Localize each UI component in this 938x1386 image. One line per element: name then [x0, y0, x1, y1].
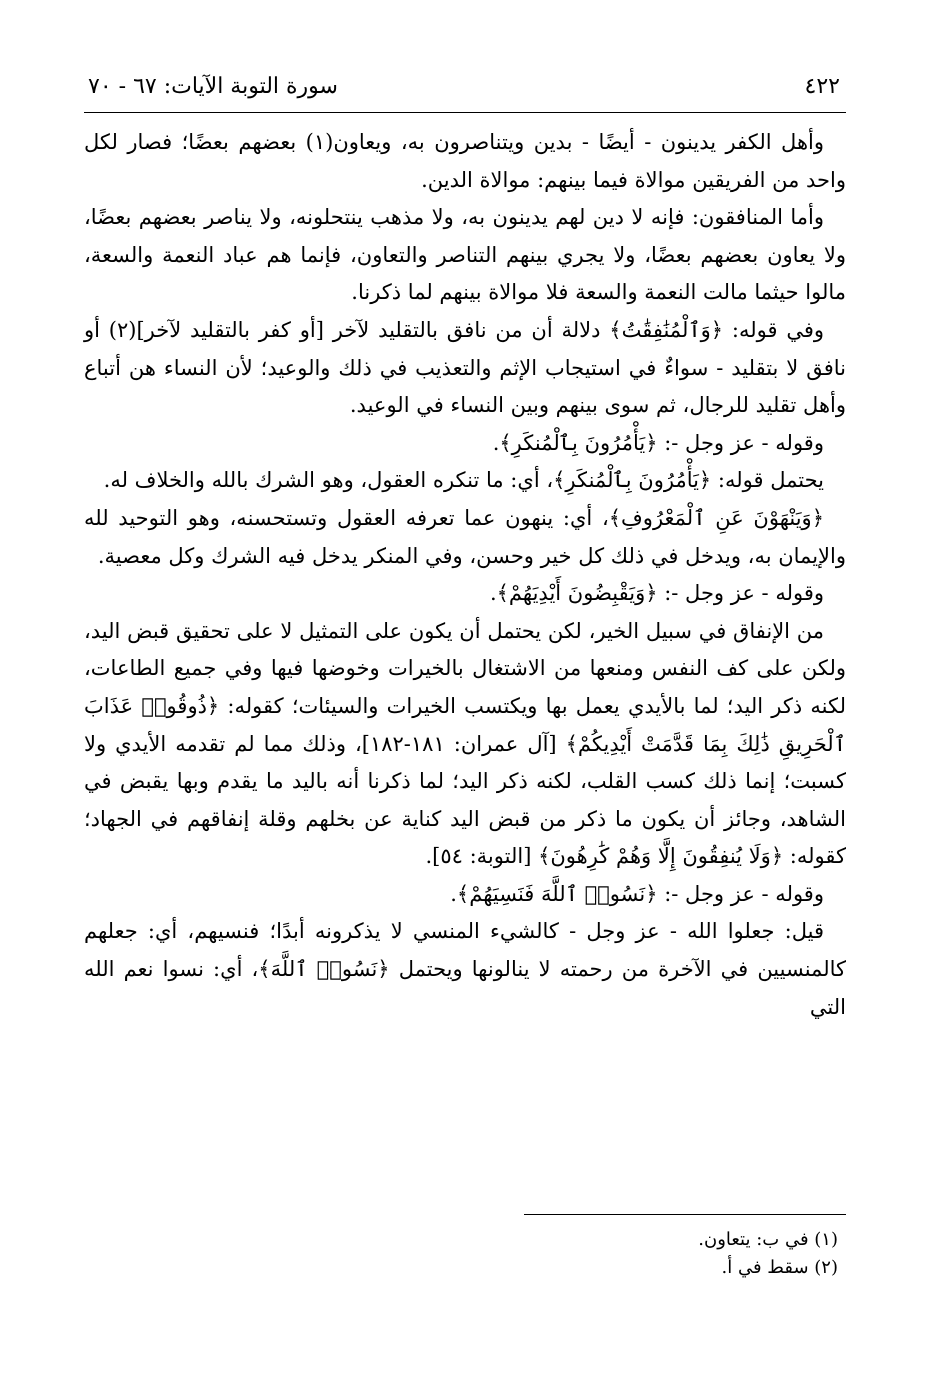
paragraph: وقوله - عز وجل -: ﴿وَيَقْبِضُونَ أَيْدِيَهُمْ﴾.	[489, 581, 824, 606]
main-text	[84, 124, 846, 1026]
running-header	[88, 66, 840, 106]
page-number: ٤٢٢	[804, 73, 840, 99]
paragraph: يحتمل قوله: ﴿يَأْمُرُونَ بِٱلْمُنكَرِ﴾، أي: ما تنكره العقول، وهو الشرك بالله والخلاف له.	[103, 468, 824, 493]
footnotes	[84, 1226, 838, 1282]
paragraph: من الإنفاق في سبيل الخير، لكن يحتمل أن يكون على التمثيل لا على تحقيق قبض اليد، ولكن على كف النفس ومنعها من الاشتغال بالخيرات وخوضها فيها وفي جميع الطاعات، لكنه ذكر اليد؛ لما بالأيدي يعمل بها ويكتسب الخيرات والسيئات؛ كقوله: ﴿ذُوقُوا۟ عَذَابَ ٱلْحَرِيقِ ذَٰلِكَ بِمَا قَدَّمَتْ أَيْدِيكُمْ﴾ [آل عمران: ١٨١-١٨٢]، وذلك مما لم تقدمه الأيدي ولا كسبت؛ إنما ذلك كسب القلب، لكنه ذكر اليد؛ لما ذكرنا أنه باليد ما يقدم وبها يقبض في الشاهد، وجائز أن يكون ما ذكر من قبض اليد كناية عن بخلهم وقلة إنفاقهم في الجهاد؛ كقوله: ﴿وَلَا يُنفِقُونَ إِلَّا وَهُمْ كَٰرِهُونَ﴾ [التوبة: ٥٤].	[84, 618, 846, 869]
header-divider	[84, 112, 846, 113]
paragraph: وقوله - عز وجل -: ﴿يَأْمُرُونَ بِٱلْمُنكَرِ﴾.	[492, 430, 824, 455]
footnote: (٢) سقط في أ.	[721, 1257, 838, 1278]
paragraph: قيل: جعلوا الله - عز وجل - كالشيء المنسي لا يذكرونه أبدًا؛ فنسيهم، أي: جعلهم كالمنسيين في الآخرة من رحمته لا ينالونها ويحتمل ﴿نَسُوا۟ ٱللَّهَ﴾، أي: نسوا نعم الله التي	[84, 919, 846, 1019]
running-title: سورة التوبة الآيات: ٦٧ - ٧٠	[88, 73, 338, 99]
footnote: (١) في ب: يتعاون.	[698, 1229, 838, 1250]
paragraph: وفي قوله: ﴿وَٱلْمُنَٰفِقَٰتُ﴾ دلالة أن من نافق بالتقليد لآخر [أو كفر بالتقليد لآخر](٢) أو نافق لا بتقليد - سواءٌ في استيجاب الإثم والتعذيب في ذلك والوعيد؛ لأن النساء هن أتباع وأهل تقليد للرجال، ثم سوى بينهم وبين النساء في الوعيد.	[84, 317, 846, 418]
paragraph: وقوله - عز وجل -: ﴿نَسُوا۟ ٱللَّهَ فَنَسِيَهُمْ﴾.	[450, 881, 824, 906]
paragraph: وأما المنافقون: فإنه لا دين لهم يدينون به، ولا مذهب ينتحلونه، ولا يناصر بعضهم بعضًا، ولا يعاون بعضهم بعضًا، ولا يجري بينهم التناصر والتعاون، فإنما هم عباد النعمة والسعة، مالوا حيثما مالت النعمة والسعة فلا موالاة بينهم لما ذكرنا.	[84, 205, 846, 305]
footnote-divider	[524, 1214, 846, 1215]
paragraph: ﴿وَيَنْهَوْنَ عَنِ ٱلْمَعْرُوفِ﴾، أي: ينهون عما تعرفه العقول وتستحسنه، وهو التوحيد لله والإيمان به، ويدخل في ذلك كل خير وحسن، وفي المنكر يدخل فيه الشرك وكل معصية.	[84, 505, 846, 568]
paragraph: وأهل الكفر يدينون - أيضًا - بدين ويتناصرون به، ويعاون(١) بعضهم بعضًا؛ فصار لكل واحد من الفريقين موالاة فيما بينهم: موالاة الدين.	[84, 130, 846, 192]
